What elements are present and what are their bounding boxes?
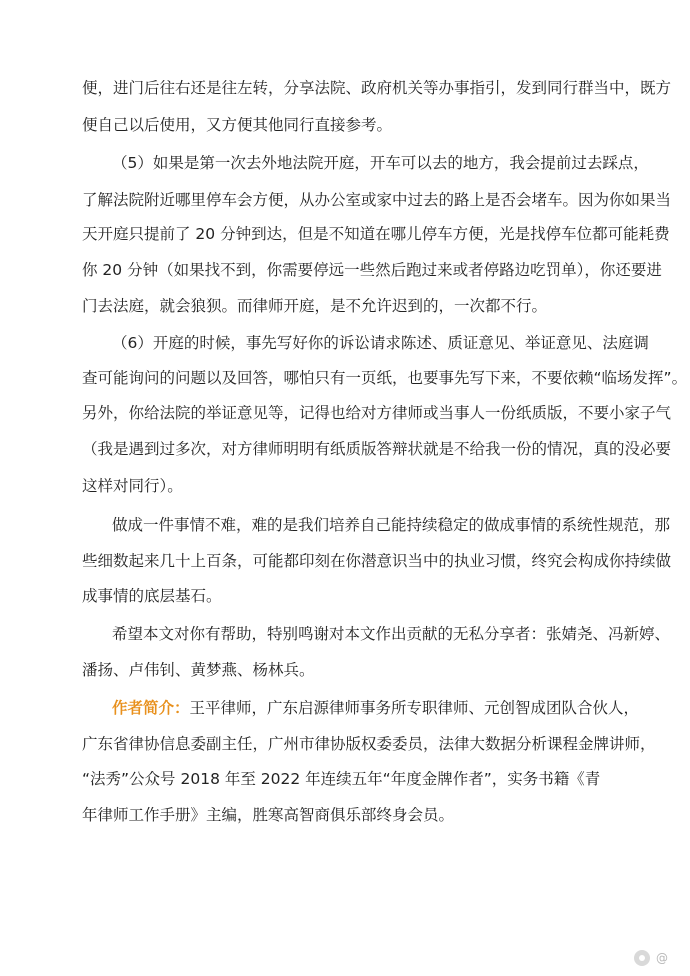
paragraph-line: 天开庭只提前了 20 分钟到达，但是不知道在哪儿停车方便，光是找停车位都可能耗费 — [82, 225, 670, 243]
author-bio-text: 王平律师，广东启源律师事务所专职律师、元创智成团队合伙人， — [189, 699, 640, 717]
paragraph-line: （5）如果是第一次去外地法院开庭，开车可以去的地方，我会提前过去踩点， — [112, 154, 649, 172]
paragraph-line: 门去法庭，就会狼狈。而律师开庭，是不允许迟到的，一次都不行。 — [82, 297, 548, 315]
paragraph-line: 便，进门后往右还是往左转，分享法院、政府机关等办事指引，发到同行群当中，既方 — [82, 79, 672, 97]
watermark-text: @ — [656, 951, 668, 965]
paragraph-line: 了解法院附近哪里停车会方便，从办公室或家中过去的路上是否会堵车。因为你如果当 — [82, 191, 672, 209]
paragraph-line: 查可能询问的问题以及回答，哪怕只有一页纸，也要事先写下来，不要依赖“临场发挥”。 — [82, 369, 688, 387]
paragraph-line: 潘扬、卢伟钊、黄梦燕、杨林兵。 — [82, 661, 315, 679]
paragraph-line: 你 20 分钟（如果找不到，你需要停远一些然后跑过来或者停路边吃罚单），你还要进 — [82, 261, 662, 279]
paragraph-line: 另外，你给法院的举证意见等，记得也给对方律师或当事人一份纸质版，不要小家子气 — [82, 404, 672, 422]
author-bio-line: “法秀”公众号 2018 年至 2022 年连续五年“年度金牌作者”，实务书籍《青 — [82, 770, 601, 788]
author-bio-line: 年律师工作手册》主编，胜寒高智商俱乐部终身会员。 — [82, 806, 455, 824]
paragraph-line: 做成一件事情不难，难的是我们培养自己能持续稳定的做成事情的系统性规范，那 — [112, 516, 671, 534]
author-bio-label: 作者简介： — [112, 699, 190, 717]
watermark — [634, 950, 668, 966]
paragraph-line: （6）开庭的时候，事先写好你的诉讼请求陈述、质证意见、举证意见、法庭调 — [112, 334, 649, 352]
author-bio-line: 广东省律协信息委副主任，广州市律协版权委委员，法律大数据分析课程金牌讲师， — [82, 735, 656, 753]
paragraph-line: 些细数起来几十上百条，可能都印刻在你潜意识当中的执业习惯，终究会构成你持续做 — [82, 552, 672, 570]
paragraph-line: 这样对同行）。 — [82, 477, 183, 495]
author-bio-first-line — [112, 697, 639, 719]
weibo-icon — [634, 950, 650, 966]
paragraph-line: 希望本文对你有帮助，特别鸣谢对本文作出贡献的无私分享者：张婧尧、冯新婷、 — [112, 625, 671, 643]
paragraph-line: 便自己以后使用，又方便其他同行直接参考。 — [82, 116, 393, 134]
paragraph-line: （我是遇到过多次，对方律师明明有纸质版答辩状就是不给我一份的情况，真的没必要 — [82, 440, 672, 458]
paragraph-line: 成事情的底层基石。 — [82, 587, 222, 605]
